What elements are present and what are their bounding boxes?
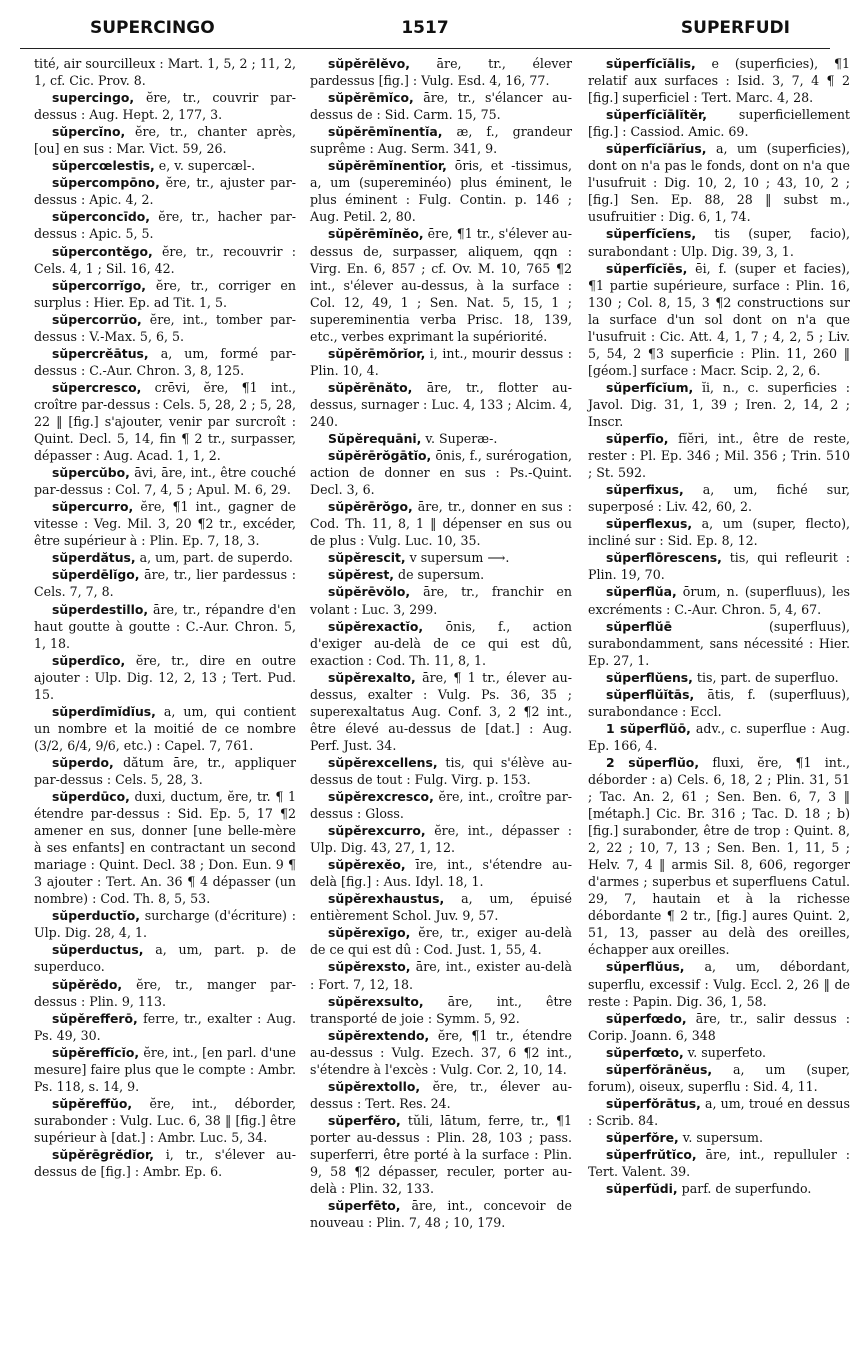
entry-headword: sŭpĕrēvŏlo, bbox=[328, 584, 411, 600]
dictionary-entry bbox=[310, 447, 572, 498]
entry-headword: sŭperfēto, bbox=[328, 1198, 401, 1214]
dictionary-entry bbox=[310, 822, 572, 856]
dictionary-entry bbox=[34, 1146, 296, 1180]
entry-definition: āre, tr., donner en sus : Cod. Th. 11, 8, 1 ‖ dépenser en sus ou de plus : Vulg. Luc. 10, 35. bbox=[310, 499, 572, 549]
entry-headword: sŭpĕrexhaustus, bbox=[328, 891, 445, 907]
entry-definition: tis, qui s'élève au-dessus de tout : Fulg. Virg. p. 153. bbox=[310, 754, 572, 787]
entry-headword: sŭperfĕro, bbox=[328, 1112, 401, 1128]
entry-definition: ĕre, ¶1 int., gagner de vitesse : Veg. Mil. 3, 20 ¶2 tr., excéder, être supérieur à : Plin. Ep. 7, 18, 3. bbox=[34, 499, 296, 549]
dictionary-entry bbox=[588, 1129, 850, 1146]
entry-definition: a, um, formé par-dessus : C.-Aur. Chron. 3, 8, 125. bbox=[34, 345, 296, 378]
page-number: 1517 bbox=[401, 18, 449, 38]
entry-definition: v. superfeto. bbox=[683, 1044, 766, 1060]
entry-definition: āre, tr., s'élancer au-dessus de : Sid. Carm. 15, 75. bbox=[310, 90, 572, 123]
entry-definition: a, um, fiché sur, superposé : Liv. 42, 60, 2. bbox=[588, 482, 850, 515]
entry-headword: sŭperfœdo, bbox=[606, 1010, 687, 1026]
entry-definition: e (superficies), ¶1 relatif aux surfaces : Isid. 3, 7, 4 ¶ 2 [fig.] superficiel : Tert. Marc. 4, 28. bbox=[588, 56, 850, 106]
entry-definition: āre, tr., répandre d'en haut goutte à goutte : C.-Aur. Chron. 5, 1, 18. bbox=[34, 601, 296, 651]
dictionary-entry bbox=[310, 754, 572, 788]
entry-definition: āre, tr., salir dessus : Corip. Joann. 6, 348 bbox=[588, 1010, 850, 1043]
dictionary-entry bbox=[310, 498, 572, 549]
entry-definition: ĕre, tr., ajuster par-dessus : Apic. 4, 2. bbox=[34, 175, 296, 208]
dictionary-entry bbox=[310, 55, 572, 89]
entry-definition: ēi, f. (super et facies), ¶1 partie supérieure, surface : Plin. 16, 130 ; Col. 8, 15, 3 ¶2 constructions sur la surface d'un sol dont on n'a que l'usufruit : Cic. Att. 4, 1, 7 ; 4, 2, 5 ; Liv. 5, 54, 2 ¶3 superficie : Plin. 11, 260 ‖ [géom.] surface : Macr. Scip. 2, 2, 6. bbox=[588, 260, 850, 378]
entry-headword: sŭperfŏrātus, bbox=[606, 1095, 701, 1111]
entry-headword: sŭpĕrescit, bbox=[328, 550, 406, 566]
dictionary-entry bbox=[34, 976, 296, 1010]
page-header bbox=[20, 18, 830, 44]
dictionary-entry bbox=[34, 1010, 296, 1044]
dictionary-entry bbox=[34, 123, 296, 157]
dictionary-entry bbox=[34, 907, 296, 941]
entry-definition: ōnis, f., action d'exiger au-delà de ce qui est dû, exaction : Cod. Th. 11, 8, 1. bbox=[310, 618, 572, 668]
entry-headword: sŭperdestillo, bbox=[52, 601, 149, 617]
entry-headword: sŭperconcīdo, bbox=[52, 209, 150, 225]
dictionary-entry bbox=[310, 993, 572, 1027]
entry-headword: sŭperfĭcĭum, bbox=[606, 379, 694, 395]
entry-headword: sŭpercorrĭgo, bbox=[52, 277, 146, 293]
entry-definition: āvi, āre, int., être couché par-dessus : Col. 7, 4, 5 ; Apul. M. 6, 29. bbox=[34, 465, 296, 498]
entry-definition: ĕre, tr., chanter après, [ou] en sus : Mar. Vict. 59, 26. bbox=[34, 124, 296, 157]
entry-headword: sŭperdēlĭgo, bbox=[52, 567, 140, 583]
entry-definition: de supersum. bbox=[394, 567, 485, 583]
dictionary-entry bbox=[34, 157, 296, 174]
entry-definition: āre, tr., franchir en volant : Luc. 3, 299. bbox=[310, 584, 572, 617]
dictionary-entry bbox=[34, 601, 296, 652]
entry-headword: sŭperductĭo, bbox=[52, 908, 141, 924]
dictionary-entry bbox=[310, 924, 572, 958]
entry-definition: tité, air sourcilleux : Mart. 1, 5, 2 ; 11, 2, 1, cf. Cic. Prov. 8. bbox=[34, 56, 296, 89]
entry-headword: sŭperflŭa, bbox=[606, 584, 677, 600]
entry-headword: sŭpĕrextollo, bbox=[328, 1078, 421, 1094]
entry-headword: sŭpercresco, bbox=[52, 379, 142, 395]
entry-definition: tis, part. de superfluo. bbox=[692, 669, 839, 685]
entry-definition: ĕre, int., déborder, surabonder : Vulg. Luc. 6, 38 ‖ [fig.] être supérieur à [dat.] : Ambr. Luc. 5, 34. bbox=[34, 1095, 296, 1145]
entry-headword: sŭperfŭdi, bbox=[606, 1181, 678, 1197]
dictionary-entry bbox=[34, 549, 296, 566]
entry-definition: ĕre, tr., hacher par-dessus : Apic. 5, 5. bbox=[34, 209, 296, 242]
entry-definition: āre, int., concevoir de nouveau : Plin. 7, 48 ; 10, 179. bbox=[310, 1198, 572, 1231]
dictionary-entry bbox=[588, 260, 850, 379]
dictionary-entry bbox=[34, 941, 296, 975]
entry-headword: supercingo, bbox=[52, 90, 135, 106]
entry-headword: sŭperfixus, bbox=[606, 482, 684, 498]
entry-headword: sŭpĕreffŭo, bbox=[52, 1095, 133, 1111]
entry-headword: sŭpĕreffĭcĭo, bbox=[52, 1044, 140, 1060]
entry-definition: v supersum ⟶. bbox=[405, 550, 510, 566]
column-1 bbox=[34, 55, 296, 1180]
entry-headword: sŭpercorrŭo, bbox=[52, 311, 142, 327]
entry-headword: sŭpercŭbo, bbox=[52, 465, 130, 481]
dictionary-entry bbox=[310, 1027, 572, 1078]
entry-headword: sŭpĕrexactĭo, bbox=[328, 618, 424, 634]
entry-definition: īre, int., s'étendre au-delà [fig.] : Aus. Idyl. 18, 1. bbox=[310, 857, 572, 890]
entry-definition: fĭĕri, int., être de reste, rester : Pl. Ep. 346 ; Mil. 356 ; Trin. 510 ; St. 592. bbox=[588, 431, 850, 481]
entry-headword: sŭperdūco, bbox=[52, 789, 130, 805]
entry-definition: ĕre, tr., exiger au-delà de ce qui est dû : Cod. Just. 1, 55, 4. bbox=[310, 925, 572, 958]
entry-headword: sŭperflexus, bbox=[606, 516, 693, 532]
entry-headword: sŭpercĭno, bbox=[52, 124, 126, 140]
entry-headword: sŭperdo, bbox=[52, 754, 114, 770]
dictionary-entry bbox=[34, 788, 296, 907]
entry-headword: sŭperdătus, bbox=[52, 550, 136, 566]
dictionary-entry bbox=[34, 208, 296, 242]
dictionary-entry bbox=[588, 754, 850, 959]
entry-definition: dătum āre, tr., appliquer par-dessus : Cels. 5, 28, 3. bbox=[34, 754, 296, 787]
dictionary-entry bbox=[588, 669, 850, 686]
dictionary-entry bbox=[310, 430, 572, 447]
dictionary-entry bbox=[310, 549, 572, 566]
entry-headword: sŭperfĭcĭālis, bbox=[606, 56, 696, 71]
dictionary-entry bbox=[310, 890, 572, 924]
entry-headword: sŭpercurro, bbox=[52, 499, 134, 515]
entry-headword: sŭperdīmĭdĭus, bbox=[52, 703, 156, 719]
entry-headword: sŭpĕrēmĭnentĭor, bbox=[328, 158, 447, 174]
entry-definition: adv., c. superflue : Aug. Ep. 166, 4. bbox=[588, 720, 850, 753]
entry-definition: ĕre, tr., manger par-dessus : Plin. 9, 113. bbox=[34, 976, 296, 1009]
entry-definition: āre, tr., élever pardessus [fig.] : Vulg. Esd. 4, 16, 77. bbox=[310, 56, 572, 89]
entry-definition: v. Superæ-. bbox=[421, 431, 498, 447]
header-rule bbox=[20, 48, 830, 49]
dictionary-entry bbox=[588, 720, 850, 754]
entry-headword: sŭperflŭus, bbox=[606, 959, 685, 975]
dictionary-entry bbox=[310, 788, 572, 822]
entry-definition: āre, tr., flotter au-dessus, surnager : Luc. 4, 133 ; Alcim. 4, 240. bbox=[310, 379, 572, 429]
entry-headword: sŭperfĭcĭēs, bbox=[606, 260, 688, 276]
entry-headword: sŭperfŏrānĕus, bbox=[606, 1061, 713, 1077]
entry-definition: a, um, part. de superdo. bbox=[135, 550, 293, 566]
entry-headword: sŭpĕrexcresco, bbox=[328, 789, 434, 805]
entry-definition: ĕre, tr., dire en outre ajouter : Ulp. Dig. 12, 2, 13 ; Tert. Pud. 15. bbox=[34, 652, 296, 702]
dictionary-entry bbox=[34, 1095, 296, 1146]
columns bbox=[20, 55, 850, 1355]
entry-headword: sŭpercœlestis, bbox=[52, 158, 155, 174]
entry-definition: ĕre, tr., couvrir par-dessus : Aug. Hept. 2, 177, 3. bbox=[34, 90, 296, 123]
entry-definition: v. supersum. bbox=[678, 1129, 763, 1145]
entry-definition: a, um, qui contient un nombre et la moitié de ce nombre (3/2, 6/4, 9/6, etc.) : Capel. 7, 761. bbox=[34, 703, 296, 753]
dictionary-entry bbox=[588, 1146, 850, 1180]
dictionary-entry bbox=[588, 430, 850, 481]
dictionary-entry bbox=[34, 89, 296, 123]
entry-definition: ĕre, int., tomber par-dessus : V.-Max. 5, 6, 5. bbox=[34, 311, 296, 344]
dictionary-entry bbox=[310, 856, 572, 890]
dictionary-entry bbox=[310, 958, 572, 992]
entry-definition: a, um, épuisé entièrement Schol. Juv. 9, 57. bbox=[310, 891, 572, 924]
dictionary-entry bbox=[588, 55, 850, 106]
entry-headword: sŭpĕrēnăto, bbox=[328, 379, 413, 395]
entry-definition: (superfluus), surabondamment, sans nécessité : Hier. Ep. 27, 1. bbox=[588, 618, 850, 668]
entry-definition: āre, int., être transporté de joie : Symm. 5, 92. bbox=[310, 993, 572, 1026]
entry-definition: ātis, f. (superfluus), surabondance : Eccl. bbox=[588, 686, 850, 719]
entry-headword: sŭperflōrescens, bbox=[606, 550, 722, 566]
entry-headword: sŭpĕrexalto, bbox=[328, 669, 416, 685]
dictionary-entry bbox=[588, 1095, 850, 1129]
dictionary-entry bbox=[588, 618, 850, 669]
entry-definition: ōnis, f., surérogation, action de donner en sus : Ps.-Quint. Decl. 3, 6. bbox=[310, 448, 572, 498]
entry-headword: sŭperfŏre, bbox=[606, 1129, 679, 1145]
entry-definition: a, um, troué en dessus : Scrib. 84. bbox=[588, 1095, 850, 1128]
entry-definition: i, int., mourir dessus : Plin. 10, 4. bbox=[310, 345, 572, 378]
entry-headword: sŭpĕrēmĭco, bbox=[328, 90, 414, 106]
entry-definition: parf. de superfundo. bbox=[677, 1181, 812, 1197]
entry-definition: surcharge (d'écriture) : Ulp. Dig. 28, 4, 1. bbox=[34, 908, 296, 941]
column-3 bbox=[588, 55, 850, 1197]
entry-headword: sŭpĕrextendo, bbox=[328, 1027, 430, 1043]
dictionary-entry bbox=[588, 106, 850, 140]
entry-headword: sŭperdīco, bbox=[52, 652, 126, 668]
entry-definition: ĕre, tr., recouvrir : Cels. 4, 1 ; Sil. 16, 42. bbox=[34, 243, 296, 276]
column-2 bbox=[310, 55, 572, 1231]
dictionary-entry bbox=[588, 1061, 850, 1095]
entry-headword: sŭpĕrexsulto, bbox=[328, 993, 424, 1009]
dictionary-entry bbox=[34, 243, 296, 277]
dictionary-entry bbox=[34, 703, 296, 754]
entry-headword: sŭpĕrexsto, bbox=[328, 959, 411, 975]
dictionary-entry bbox=[310, 1078, 572, 1112]
entry-headword: sŭpĕrērŏgātĭo, bbox=[328, 448, 432, 464]
dictionary-entry bbox=[588, 481, 850, 515]
entry-definition: āre, ¶ 1 tr., élever au-dessus, exalter : Vulg. Ps. 36, 35 ; superexaltatus Aug. Conf. 3, 2 ¶2 int., être élevé au-dessus de [dat.] : Aug. Perf. Just. 34. bbox=[310, 669, 572, 753]
entry-definition: ēre, ¶1 tr., s'élever au-dessus de, surpasser, aliquem, qqn : Virg. En. 6, 857 ; cf. Ov. M. 10, 765 ¶2 int., s'élever au-dessus, à la surface : Col. 12, 49, 1 ; Sen. Nat. 5, 15, 1 ; supereminentia verba Prisc. 18, 139, etc., verbes exprimant la supériorité. bbox=[310, 226, 572, 344]
entry-headword: sŭperfrŭtĭco, bbox=[606, 1147, 697, 1162]
entry-definition: æ, f., grandeur suprême : Aug. Serm. 341, 9. bbox=[310, 124, 572, 157]
dictionary-entry bbox=[588, 515, 850, 549]
entry-definition: āre, int., exister au-delà : Fort. 7, 12, 18. bbox=[310, 959, 572, 992]
dictionary-entry bbox=[34, 652, 296, 703]
header-left-guideword: SUPERCINGO bbox=[90, 18, 215, 38]
dictionary-entry bbox=[310, 345, 572, 379]
dictionary-entry bbox=[310, 379, 572, 430]
entry-headword: sŭperflŭens, bbox=[606, 669, 693, 685]
dictionary-entry bbox=[588, 549, 850, 583]
dictionary-entry bbox=[588, 1044, 850, 1061]
entry-headword: sŭperfĭcĭens, bbox=[606, 226, 697, 242]
dictionary-entry bbox=[310, 566, 572, 583]
entry-definition: duxi, ductum, ĕre, tr. ¶ 1 étendre par-dessus : Sid. Ep. 5, 17 ¶2 amener en sus, donner [une belle-mère à ses enfants] en contractant un second mariage : Quint. Decl. 38 ; Don. Eun. 9 ¶ 3 ajouter : Tert. An. 36 ¶ 4 dépasser (un nombre) : Cod. Th. 8, 5, 53. bbox=[34, 789, 296, 907]
entry-definition: a, um (superficies), dont on n'a pas le fonds, dont on n'a que l'usufruit : Dig. 10, 2, 10 ; 43, 10, 2 ; [fig.] Sen. Ep. 88, 28 ‖ subst m., usufruitier : Dig. 6, 1, 74. bbox=[588, 141, 850, 225]
entry-definition: ĕre, tr., élever au-dessus : Tert. Res. 24. bbox=[310, 1078, 572, 1111]
dictionary-entry bbox=[34, 55, 296, 89]
entry-definition: ōris, et -tissimus, a, um (supereminéo) plus éminent, le plus éminent : Fulg. Contin. p. 146 ; Aug. Petil. 2, 80. bbox=[310, 158, 572, 225]
entry-definition: a, um, débordant, superflu, excessif : Vulg. Eccl. 2, 26 ‖ de reste : Papin. Dig. 36, 1, 58. bbox=[588, 959, 850, 1009]
entry-headword: sŭpĕrefferō, bbox=[52, 1010, 138, 1026]
dictionary-entry bbox=[588, 1180, 850, 1197]
dictionary-entry bbox=[34, 498, 296, 549]
dictionary-entry bbox=[588, 686, 850, 720]
dictionary-entry bbox=[310, 669, 572, 754]
entry-headword: sŭperfīo, bbox=[606, 431, 669, 447]
dictionary-entry bbox=[310, 157, 572, 225]
entry-definition: ferre, tr., exalter : Aug. Ps. 49, 30. bbox=[34, 1010, 296, 1043]
entry-definition: a, um (super, forum), oiseux, superflu : Sid. 4, 11. bbox=[588, 1061, 850, 1094]
entry-definition: tis (super, facio), surabondant : Ulp. Dig. 39, 3, 1. bbox=[588, 226, 850, 259]
entry-definition: fluxi, ĕre, ¶1 int., déborder : a) Cels. 6, 18, 2 ; Plin. 31, 51 ; Tac. An. 2, 61 ; Sen. Ben. 6, 7, 3 ‖ [métaph.] Cic. Br. 316 ; Tac. D. 18 ; b) [fig.] surabonder, être de trop : Quint. 8, 2, 22 ; 10, 7, 13 ; Sen. Ben. 1, 11, 5 ; Helv. 7, 4 ‖ armis Sil. 8, 606, regorger d'armes ; superbus et superfluens Catul. 29, 7, hautain et à la richesse débordante ¶ 2 tr., [fig.] aures Quint. 2, 51, 13, passer au delà des oreilles, échapper aux oreilles. bbox=[588, 754, 850, 958]
entry-headword: sŭpĕrest, bbox=[328, 567, 394, 583]
entry-definition: e, v. supercæl-. bbox=[154, 158, 256, 174]
entry-definition: ĕre, int., croître par-dessus : Gloss. bbox=[310, 789, 572, 822]
dictionary-entry bbox=[588, 583, 850, 617]
entry-definition: ĕre, ¶1 tr., étendre au-dessus : Vulg. Ezech. 37, 6 ¶2 int., s'étendre à l'excès : Vulg. Cor. 2, 10, 14. bbox=[310, 1027, 572, 1077]
dictionary-entry bbox=[34, 464, 296, 498]
entry-headword: sŭpercontĕgo, bbox=[52, 243, 153, 259]
entry-headword: sŭperductus, bbox=[52, 942, 144, 958]
entry-headword: sŭpĕrēlĕvo, bbox=[328, 56, 410, 71]
entry-definition: a, um (super, flecto), incliné sur : Sid. Ep. 8, 12. bbox=[588, 516, 850, 549]
dictionary-entry bbox=[588, 379, 850, 430]
entry-definition: āre, tr., lier pardessus : Cels. 7, 7, 8. bbox=[34, 567, 296, 600]
entry-headword: sŭpĕrĕdo, bbox=[52, 976, 123, 992]
entry-definition: ĕre, int., dépasser : Ulp. Dig. 43, 27, 1, 12. bbox=[310, 823, 572, 856]
dictionary-entry bbox=[310, 583, 572, 617]
dictionary-entry bbox=[34, 345, 296, 379]
dictionary-entry bbox=[34, 566, 296, 600]
entry-headword: sŭpercompōno, bbox=[52, 175, 160, 191]
entry-headword: sŭpĕrexcellens, bbox=[328, 754, 438, 770]
entry-headword: sŭpĕrexĕo, bbox=[328, 857, 406, 873]
entry-headword: sŭpĕrexīgo, bbox=[328, 925, 411, 941]
entry-headword: sŭpĕrēmŏrĭor, bbox=[328, 345, 426, 361]
entry-definition: āre, int., repulluler : Tert. Valent. 39. bbox=[588, 1147, 850, 1180]
dictionary-entry bbox=[588, 958, 850, 1009]
entry-definition: ĭi, n., c. superficies : Javol. Dig. 31, 1, 39 ; Iren. 2, 14, 2 ; Inscr. bbox=[588, 379, 850, 429]
dictionary-entry bbox=[310, 89, 572, 123]
entry-headword: 1 sŭperflŭō, bbox=[606, 720, 691, 736]
entry-headword: sŭpĕrēgrĕdĭor, bbox=[52, 1147, 154, 1162]
entry-definition: ĕre, tr., corriger en surplus : Hier. Ep. ad Tit. 1, 5. bbox=[34, 277, 296, 310]
dictionary-entry bbox=[310, 618, 572, 669]
header-right-guideword: SUPERFUDI bbox=[680, 18, 790, 38]
entry-headword: sŭpĕrexcurro, bbox=[328, 823, 426, 839]
entry-definition: superficiellement [fig.] : Cassiod. Amic. 69. bbox=[588, 107, 850, 140]
dictionary-entry bbox=[588, 140, 850, 225]
dictionary-entry bbox=[310, 1112, 572, 1197]
entry-headword: Sŭpĕrequāni, bbox=[328, 431, 422, 447]
entry-headword: sŭpĕrēmĭnentĭa, bbox=[328, 124, 443, 140]
dictionary-entry bbox=[34, 754, 296, 788]
entry-definition: ĕre, int., [en parl. d'une mesure] faire plus que le compte : Ambr. Ps. 118, s. 14, 9. bbox=[34, 1044, 296, 1094]
entry-headword: sŭperfĭcĭārĭus, bbox=[606, 141, 707, 157]
entry-definition: ōrum, n. (superfluus), les excréments : C.-Aur. Chron. 5, 4, 67. bbox=[588, 584, 850, 617]
dictionary-entry bbox=[310, 123, 572, 157]
dictionary-entry bbox=[34, 1044, 296, 1095]
entry-headword: sŭpĕrērŏgo, bbox=[328, 499, 413, 515]
entry-headword: sŭperfœto, bbox=[606, 1044, 684, 1060]
dictionary-entry bbox=[34, 174, 296, 208]
dictionary-entry bbox=[310, 1197, 572, 1231]
dictionary-entry bbox=[34, 277, 296, 311]
dictionary-entry bbox=[588, 225, 850, 259]
entry-headword: sŭperflŭē bbox=[606, 618, 672, 634]
entry-headword: sŭpĕrēmĭnĕo, bbox=[328, 226, 424, 242]
entry-headword: sŭperflŭĭtās, bbox=[606, 686, 695, 702]
entry-definition: tis, qui refleurit : Plin. 19, 70. bbox=[588, 550, 850, 583]
entry-definition: a, um, part. p. de superduco. bbox=[34, 942, 296, 975]
entry-headword: sŭpercrĕātus, bbox=[52, 345, 149, 361]
dictionary-entry bbox=[34, 311, 296, 345]
entry-headword: 2 sŭperflŭo, bbox=[606, 754, 700, 770]
entry-definition: crēvi, ĕre, ¶1 int., croître par-dessus : Cels. 5, 28, 2 ; 5, 28, 22 ‖ [fig.] s'ajouter, venir par surcroît : Quint. Decl. 5, 14, fin ¶ 2 tr., surpasser, dépasser : Aug. Acad. 1, 1, 2. bbox=[34, 379, 296, 464]
entry-headword: sŭperfĭcĭālĭtĕr, bbox=[606, 107, 707, 123]
entry-definition: i, tr., s'élever au-dessus de [fig.] : Ambr. Ep. 6. bbox=[34, 1147, 296, 1180]
dictionary-entry bbox=[310, 225, 572, 344]
dictionary-entry bbox=[34, 379, 296, 464]
entry-definition: tŭli, lātum, ferre, tr., ¶1 porter au-dessus : Plin. 28, 103 ; pass. superferri, être porté à la surface : Plin. 9, 58 ¶2 dépasser, reculer, porter au-delà : Plin. 32, 133. bbox=[310, 1112, 572, 1197]
dictionary-entry bbox=[588, 1010, 850, 1044]
